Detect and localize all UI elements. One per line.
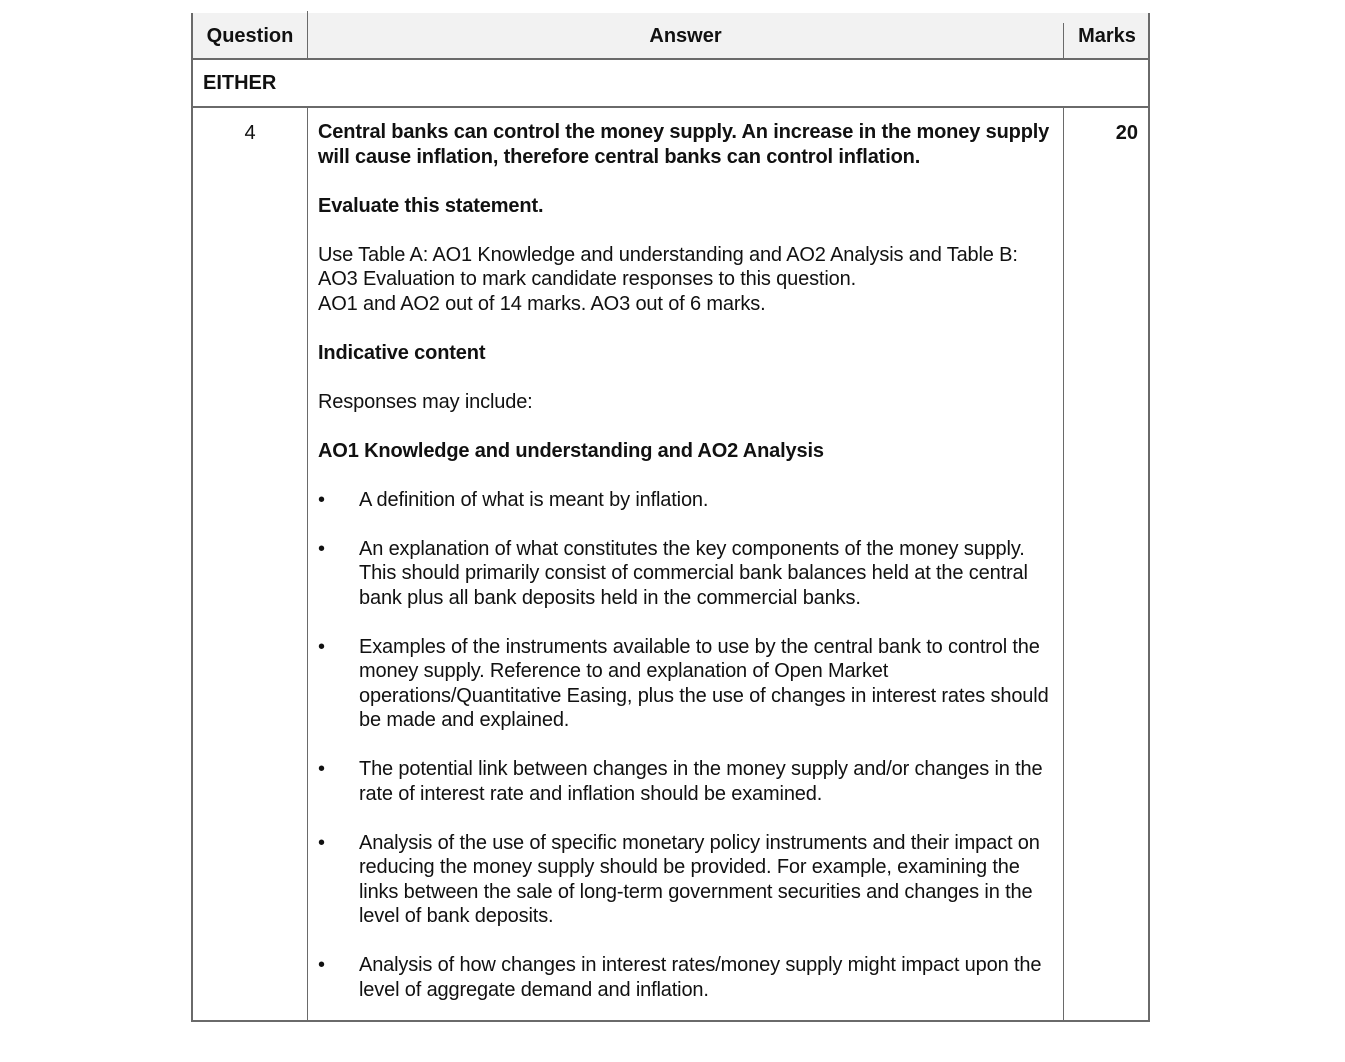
bullet-text: The potential link between changes in the money supply and/or changes in the rate of interest rate and inflation should be examined. <box>359 758 1043 805</box>
section-label: EITHER <box>203 72 277 94</box>
bullet-text: Analysis of how changes in interest rates/money supply might impact upon the level of aggregate demand and inflation. <box>359 954 1042 1001</box>
question-instruction: Evaluate this statement. <box>318 194 544 217</box>
marking-guidance-line-1: Use Table A: AO1 Knowledge and understanding and AO2 Analysis and Table B: AO3 Evaluation to mark candidate responses to this question. <box>318 243 1018 290</box>
question-marks: 20 <box>1115 122 1138 144</box>
bullet-icon: • <box>318 831 325 854</box>
bullet-text: A definition of what is meant by inflation. <box>359 488 709 511</box>
list-item <box>318 488 1058 513</box>
bullet-icon: • <box>318 635 325 658</box>
responses-intro: Responses may include: <box>318 390 533 413</box>
bullet-text: An explanation of what constitutes the key components of the money supply. This should primarily consist of commercial bank balances held at the central bank plus all bank deposits held in the commercial banks. <box>359 537 1028 609</box>
question-row <box>191 108 1150 1022</box>
bullet-text: Analysis of the use of specific monetary policy instruments and their impact on reducing the money supply should be provided. For example, examining the links between the sale of long-term government securities and changes in the level of bank deposits. <box>359 831 1040 927</box>
column-divider <box>1063 108 1064 1020</box>
list-item <box>318 635 1058 733</box>
marking-guidance <box>318 243 1058 317</box>
bullet-icon: • <box>318 488 325 511</box>
header-question: Question <box>206 25 294 47</box>
question-statement: Central banks can control the money supply. An increase in the money supply will cause inflation, therefore central banks can control inflation. <box>318 121 1050 168</box>
list-item <box>318 757 1058 806</box>
table-header-row <box>191 13 1150 60</box>
header-marks: Marks <box>1078 25 1136 47</box>
indicative-bullet-list <box>318 488 1058 1003</box>
bullet-text: Examples of the instruments available to use by the central bank to control the money supply. Reference to and explanation of Open Market operations/Quantitative Easing, plus the use of changes in interest rates should be made and explained. <box>359 635 1049 731</box>
list-item <box>318 537 1058 611</box>
bullet-icon: • <box>318 954 325 976</box>
bullet-icon: • <box>318 758 325 780</box>
list-item <box>318 831 1058 929</box>
bullet-icon: • <box>318 537 325 560</box>
question-number: 4 <box>244 122 256 144</box>
header-answer: Answer <box>649 25 722 47</box>
ao-heading: AO1 Knowledge and understanding and AO2 Analysis <box>318 439 824 462</box>
marking-guidance-line-2: AO1 and AO2 out of 14 marks. AO3 out of 6 marks. <box>318 292 766 315</box>
answer-cell <box>318 120 1058 1027</box>
list-item <box>318 953 1058 1002</box>
indicative-content-heading: Indicative content <box>318 341 486 364</box>
section-row-either <box>191 60 1150 108</box>
column-divider <box>307 108 308 1020</box>
